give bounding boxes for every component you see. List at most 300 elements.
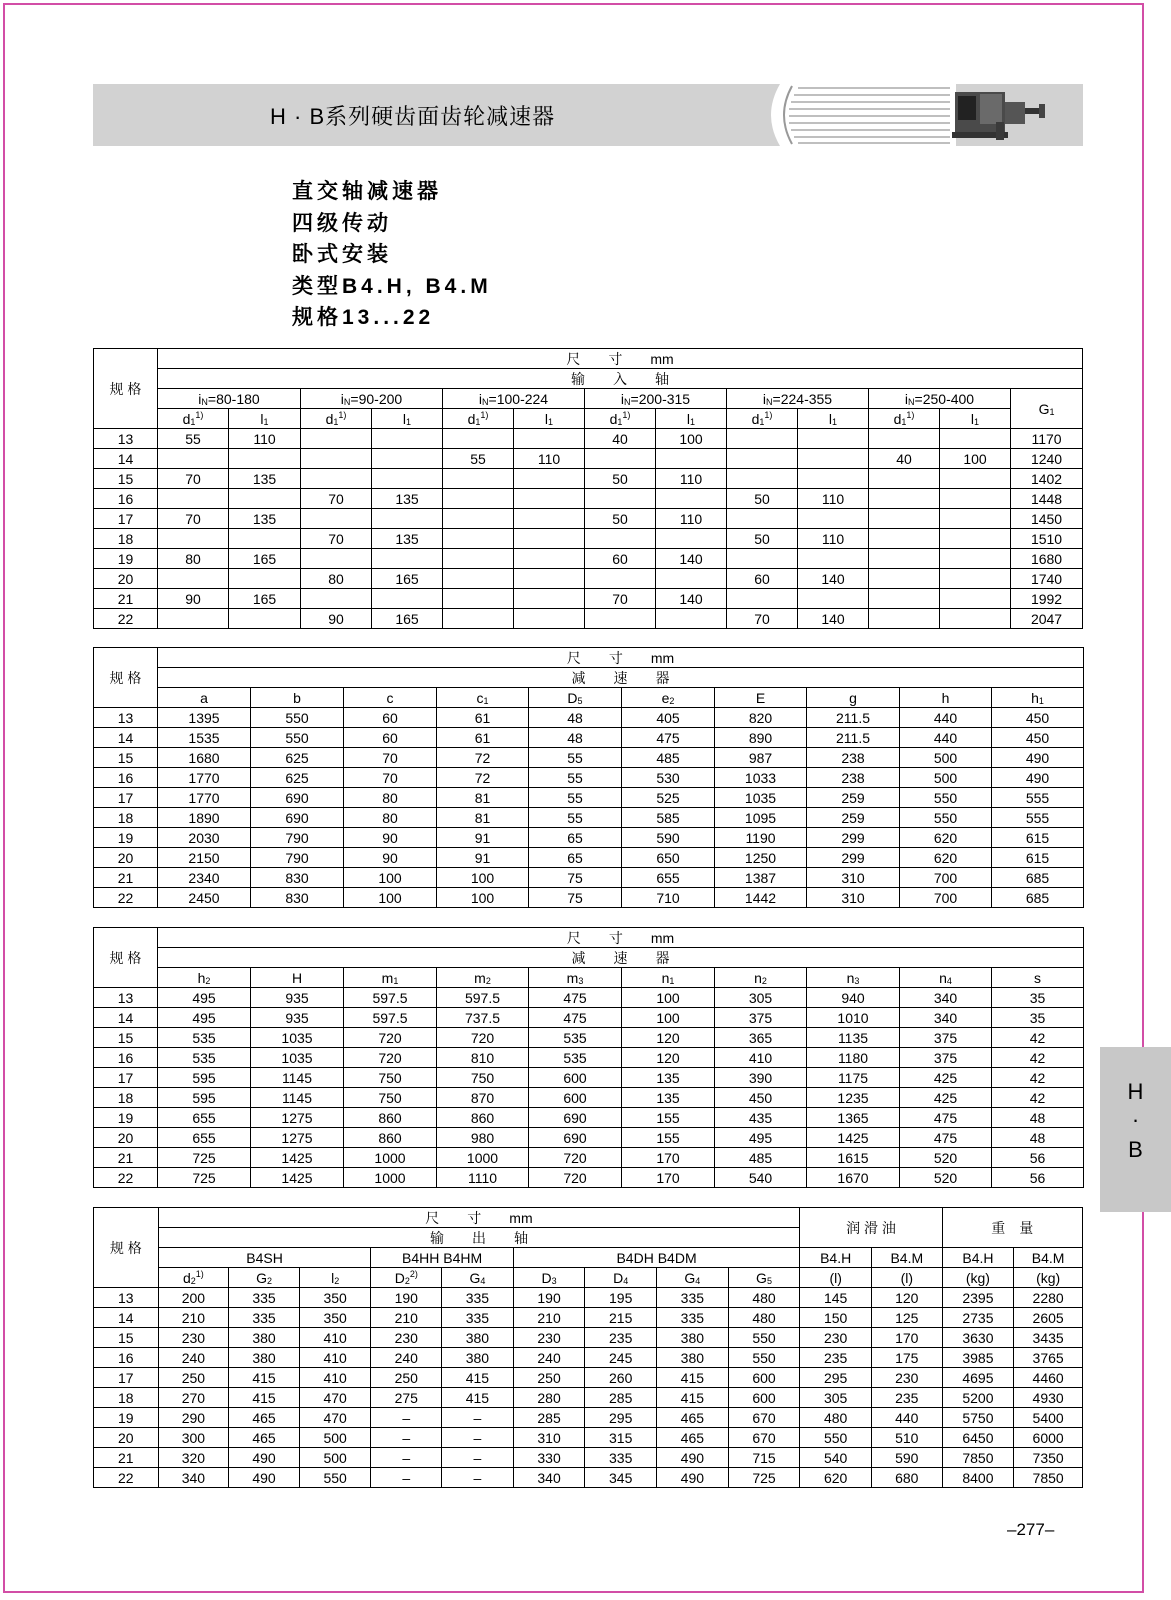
value-cell: 50 bbox=[727, 529, 798, 549]
value-cell: 235 bbox=[871, 1388, 942, 1408]
size-cell: 14 bbox=[94, 1308, 159, 1328]
value-cell: 100 bbox=[344, 868, 437, 888]
value-cell: 1240 bbox=[1011, 449, 1083, 469]
value-cell: 435 bbox=[715, 1108, 807, 1128]
column-header: $m_3$ bbox=[529, 968, 622, 988]
column-header: a bbox=[158, 688, 251, 708]
value-cell: 2395 bbox=[942, 1288, 1014, 1308]
value-cell: 70 bbox=[301, 489, 372, 509]
value-cell: 1035 bbox=[251, 1048, 344, 1068]
value-cell: 259 bbox=[807, 808, 900, 828]
value-cell: 7850 bbox=[942, 1448, 1014, 1468]
value-cell: 240 bbox=[371, 1348, 442, 1368]
table-row bbox=[94, 708, 1084, 728]
value-cell: 365 bbox=[715, 1028, 807, 1048]
size-cell: 21 bbox=[94, 589, 158, 609]
value-cell bbox=[727, 469, 798, 489]
value-cell: 310 bbox=[807, 888, 900, 908]
value-cell: 190 bbox=[371, 1288, 442, 1308]
size-cell: 17 bbox=[94, 788, 158, 808]
size-cell: 13 bbox=[94, 708, 158, 728]
value-cell bbox=[869, 549, 940, 569]
value-cell: 1510 bbox=[1011, 529, 1083, 549]
size-cell: 19 bbox=[94, 549, 158, 569]
value-cell bbox=[372, 449, 443, 469]
size-cell: 21 bbox=[94, 868, 158, 888]
value-cell: 550 bbox=[728, 1328, 800, 1348]
value-cell: 2030 bbox=[158, 828, 251, 848]
value-cell: 390 bbox=[715, 1068, 807, 1088]
value-cell bbox=[514, 609, 585, 629]
value-cell: 870 bbox=[437, 1088, 529, 1108]
value-cell: 1740 bbox=[1011, 569, 1083, 589]
value-cell: 5750 bbox=[942, 1408, 1014, 1428]
table-row bbox=[94, 589, 1083, 609]
value-cell: 860 bbox=[344, 1128, 437, 1148]
value-cell bbox=[443, 469, 514, 489]
ratio-group-header: $i_N=224-355$ bbox=[727, 389, 869, 409]
value-cell bbox=[940, 529, 1011, 549]
column-header: $D_2^{2)}$ bbox=[371, 1268, 442, 1288]
size-cell: 17 bbox=[94, 1368, 159, 1388]
value-cell: 295 bbox=[800, 1368, 872, 1388]
value-cell: 100 bbox=[940, 449, 1011, 469]
value-cell: 135 bbox=[229, 469, 301, 489]
value-cell bbox=[798, 449, 869, 469]
value-cell: 5200 bbox=[942, 1388, 1014, 1408]
value-cell bbox=[585, 529, 656, 549]
value-cell: 135 bbox=[622, 1068, 715, 1088]
value-cell: 335 bbox=[585, 1448, 657, 1468]
dims-header: 尺 寸 mm bbox=[158, 1208, 800, 1228]
value-cell: 440 bbox=[900, 728, 992, 748]
column-header: $c_1$ bbox=[437, 688, 529, 708]
value-cell: 55 bbox=[529, 788, 622, 808]
size-cell: 19 bbox=[94, 828, 158, 848]
value-cell: 140 bbox=[656, 589, 727, 609]
value-cell: 470 bbox=[299, 1408, 371, 1428]
value-cell bbox=[158, 569, 229, 589]
value-cell: 70 bbox=[344, 748, 437, 768]
value-cell: 940 bbox=[807, 988, 900, 1008]
value-cell: 299 bbox=[807, 828, 900, 848]
value-cell: 8400 bbox=[942, 1468, 1014, 1488]
value-cell: 335 bbox=[657, 1288, 729, 1308]
value-cell: 3435 bbox=[1014, 1328, 1083, 1348]
ratio-group-header: $i_N=90-200$ bbox=[301, 389, 443, 409]
value-cell: 475 bbox=[529, 988, 622, 1008]
value-cell: 90 bbox=[158, 589, 229, 609]
value-cell: 380 bbox=[657, 1348, 729, 1368]
value-cell: 75 bbox=[529, 868, 622, 888]
table-row bbox=[94, 1168, 1084, 1188]
value-cell: 710 bbox=[622, 888, 715, 908]
value-cell: 1402 bbox=[1011, 469, 1083, 489]
value-cell: 80 bbox=[158, 549, 229, 569]
size-cell: 18 bbox=[94, 529, 158, 549]
table-row bbox=[94, 1348, 1083, 1368]
value-cell: 55 bbox=[529, 808, 622, 828]
value-cell: 135 bbox=[372, 529, 443, 549]
value-cell: 195 bbox=[585, 1288, 657, 1308]
column-header: g bbox=[807, 688, 900, 708]
value-cell: 530 bbox=[622, 768, 715, 788]
value-cell: 830 bbox=[251, 888, 344, 908]
value-cell: 1395 bbox=[158, 708, 251, 728]
size-cell: 20 bbox=[94, 569, 158, 589]
value-cell: 597.5 bbox=[344, 988, 437, 1008]
value-cell: 170 bbox=[622, 1148, 715, 1168]
column-header: $m_2$ bbox=[437, 968, 529, 988]
value-cell bbox=[869, 469, 940, 489]
value-cell: 215 bbox=[585, 1308, 657, 1328]
table-row bbox=[94, 1368, 1083, 1388]
variant-group-header: B4.H bbox=[800, 1248, 872, 1268]
value-cell: 305 bbox=[800, 1388, 872, 1408]
weight-header: 重 量 bbox=[942, 1208, 1082, 1248]
size-cell: 18 bbox=[94, 808, 158, 828]
value-cell bbox=[514, 429, 585, 449]
product-description bbox=[292, 176, 492, 334]
value-cell: 48 bbox=[529, 728, 622, 748]
value-cell: 1365 bbox=[807, 1108, 900, 1128]
column-header: $n_2$ bbox=[715, 968, 807, 988]
value-cell: 1425 bbox=[251, 1168, 344, 1188]
value-cell: 585 bbox=[622, 808, 715, 828]
value-cell: 555 bbox=[992, 788, 1084, 808]
size-cell: 21 bbox=[94, 1448, 159, 1468]
value-cell: 475 bbox=[529, 1008, 622, 1028]
table-row bbox=[94, 808, 1084, 828]
value-cell: 210 bbox=[158, 1308, 229, 1328]
value-cell bbox=[869, 529, 940, 549]
value-cell bbox=[372, 589, 443, 609]
value-cell: 690 bbox=[529, 1108, 622, 1128]
value-cell: 1135 bbox=[807, 1028, 900, 1048]
value-cell: 140 bbox=[656, 549, 727, 569]
value-cell bbox=[443, 589, 514, 609]
size-cell: 13 bbox=[94, 1288, 159, 1308]
size-cell: 22 bbox=[94, 888, 158, 908]
value-cell bbox=[727, 449, 798, 469]
column-header: h bbox=[900, 688, 992, 708]
value-cell: 60 bbox=[344, 728, 437, 748]
value-cell bbox=[727, 509, 798, 529]
table-row bbox=[94, 888, 1084, 908]
side-tab-letter: B bbox=[1128, 1137, 1143, 1162]
size-cell: 21 bbox=[94, 1148, 158, 1168]
column-header: $G_4$ bbox=[657, 1268, 729, 1288]
table-row bbox=[94, 1308, 1083, 1328]
size-header: 规 格 bbox=[94, 648, 158, 708]
size-cell: 16 bbox=[94, 1348, 159, 1368]
value-cell: 500 bbox=[900, 748, 992, 768]
table-row bbox=[94, 1468, 1083, 1488]
value-cell: 655 bbox=[622, 868, 715, 888]
value-cell bbox=[229, 449, 301, 469]
value-cell: 230 bbox=[371, 1328, 442, 1348]
value-cell: 465 bbox=[657, 1408, 729, 1428]
value-cell bbox=[585, 569, 656, 589]
value-cell: 480 bbox=[800, 1408, 872, 1428]
value-cell: 1095 bbox=[715, 808, 807, 828]
value-cell: 550 bbox=[900, 788, 992, 808]
value-cell: 625 bbox=[251, 768, 344, 788]
value-cell: 140 bbox=[798, 569, 869, 589]
value-cell bbox=[443, 429, 514, 449]
subtitle-line: 直交轴减速器 bbox=[292, 180, 442, 203]
value-cell bbox=[301, 589, 372, 609]
value-cell: 830 bbox=[251, 868, 344, 888]
value-cell: 110 bbox=[656, 509, 727, 529]
size-cell: 15 bbox=[94, 1028, 158, 1048]
value-cell: 490 bbox=[657, 1448, 729, 1468]
value-cell bbox=[585, 609, 656, 629]
value-cell: 415 bbox=[657, 1368, 729, 1388]
value-cell: 80 bbox=[301, 569, 372, 589]
table-row bbox=[94, 489, 1083, 509]
value-cell: 465 bbox=[657, 1428, 729, 1448]
value-cell: 690 bbox=[529, 1128, 622, 1148]
value-cell: 100 bbox=[437, 868, 529, 888]
value-cell: 56 bbox=[992, 1168, 1084, 1188]
value-cell: 2450 bbox=[158, 888, 251, 908]
value-cell: 410 bbox=[715, 1048, 807, 1068]
value-cell: 120 bbox=[871, 1288, 942, 1308]
value-cell: 70 bbox=[727, 609, 798, 629]
value-cell: 340 bbox=[158, 1468, 229, 1488]
column-header: $l_2$ bbox=[299, 1268, 371, 1288]
value-cell: 230 bbox=[800, 1328, 872, 1348]
value-cell: 230 bbox=[513, 1328, 585, 1348]
size-cell: 13 bbox=[94, 429, 158, 449]
value-cell: 425 bbox=[900, 1068, 992, 1088]
table-row bbox=[94, 529, 1083, 549]
column-header: $G_2$ bbox=[229, 1268, 300, 1288]
value-cell: 345 bbox=[585, 1468, 657, 1488]
value-cell: 820 bbox=[715, 708, 807, 728]
table-row bbox=[94, 748, 1084, 768]
column-header: $D_3$ bbox=[513, 1268, 585, 1288]
table-row bbox=[94, 728, 1084, 748]
value-cell: 980 bbox=[437, 1128, 529, 1148]
value-cell bbox=[940, 509, 1011, 529]
value-cell: 60 bbox=[585, 549, 656, 569]
value-cell: 860 bbox=[437, 1108, 529, 1128]
value-cell: 90 bbox=[344, 848, 437, 868]
value-cell: 1145 bbox=[251, 1068, 344, 1088]
size-cell: 19 bbox=[94, 1408, 159, 1428]
value-cell: 75 bbox=[529, 888, 622, 908]
value-cell: 40 bbox=[869, 449, 940, 469]
column-header: (l) bbox=[871, 1268, 942, 1288]
value-cell: 1035 bbox=[715, 788, 807, 808]
output-shaft-table bbox=[93, 1207, 1083, 1488]
value-cell: 100 bbox=[622, 1008, 715, 1028]
value-cell: 330 bbox=[513, 1448, 585, 1468]
value-cell: 310 bbox=[807, 868, 900, 888]
value-cell: 135 bbox=[622, 1088, 715, 1108]
value-cell: 42 bbox=[992, 1028, 1084, 1048]
size-cell: 22 bbox=[94, 609, 158, 629]
value-cell: 890 bbox=[715, 728, 807, 748]
value-cell bbox=[158, 449, 229, 469]
value-cell: 3985 bbox=[942, 1348, 1014, 1368]
value-cell bbox=[514, 469, 585, 489]
value-cell bbox=[229, 609, 301, 629]
column-header: $n_1$ bbox=[622, 968, 715, 988]
value-cell: – bbox=[442, 1468, 514, 1488]
value-cell: 100 bbox=[344, 888, 437, 908]
value-cell: 540 bbox=[800, 1448, 872, 1468]
value-cell: 1442 bbox=[715, 888, 807, 908]
column-header: (kg) bbox=[1014, 1268, 1083, 1288]
value-cell bbox=[514, 489, 585, 509]
variant-group-header: B4DH B4DM bbox=[513, 1248, 800, 1268]
value-cell bbox=[229, 529, 301, 549]
table-row bbox=[94, 449, 1083, 469]
value-cell: 6450 bbox=[942, 1428, 1014, 1448]
value-cell: 1425 bbox=[807, 1128, 900, 1148]
value-cell: 525 bbox=[622, 788, 715, 808]
value-cell: 320 bbox=[158, 1448, 229, 1468]
value-cell: 685 bbox=[992, 868, 1084, 888]
value-cell bbox=[514, 589, 585, 609]
value-cell: 48 bbox=[992, 1128, 1084, 1148]
value-cell: 155 bbox=[622, 1108, 715, 1128]
value-cell: 440 bbox=[871, 1408, 942, 1428]
value-cell: – bbox=[442, 1408, 514, 1428]
value-cell: 720 bbox=[437, 1028, 529, 1048]
value-cell: 259 bbox=[807, 788, 900, 808]
value-cell bbox=[372, 429, 443, 449]
column-header: $h_2$ bbox=[158, 968, 251, 988]
value-cell: 48 bbox=[992, 1108, 1084, 1128]
value-cell: 1180 bbox=[807, 1048, 900, 1068]
value-cell: 620 bbox=[800, 1468, 872, 1488]
column-header: b bbox=[251, 688, 344, 708]
value-cell: 620 bbox=[900, 848, 992, 868]
value-cell: 595 bbox=[158, 1068, 251, 1088]
value-cell bbox=[727, 429, 798, 449]
value-cell: 6000 bbox=[1014, 1428, 1083, 1448]
value-cell: 495 bbox=[158, 1008, 251, 1028]
value-cell: 405 bbox=[622, 708, 715, 728]
dims-header: 尺 寸 mm bbox=[158, 349, 1083, 369]
column-header: $D_5$ bbox=[529, 688, 622, 708]
value-cell: 450 bbox=[992, 728, 1084, 748]
value-cell: 135 bbox=[229, 509, 301, 529]
value-cell: 670 bbox=[728, 1408, 800, 1428]
value-cell: 290 bbox=[158, 1408, 229, 1428]
page-number: –277– bbox=[1007, 1520, 1055, 1539]
value-cell bbox=[585, 489, 656, 509]
value-cell: 70 bbox=[585, 589, 656, 609]
value-cell: 375 bbox=[900, 1048, 992, 1068]
table-row bbox=[94, 1408, 1083, 1428]
value-cell bbox=[301, 549, 372, 569]
value-cell: 299 bbox=[807, 848, 900, 868]
value-cell: 1110 bbox=[437, 1168, 529, 1188]
value-cell bbox=[585, 449, 656, 469]
value-cell: 310 bbox=[513, 1428, 585, 1448]
value-cell: 165 bbox=[372, 569, 443, 589]
size-header: 规 格 bbox=[94, 928, 158, 988]
size-cell: 20 bbox=[94, 848, 158, 868]
input-shaft-table bbox=[93, 348, 1083, 629]
value-cell: 200 bbox=[158, 1288, 229, 1308]
ratio-group-header: $i_N=250-400$ bbox=[869, 389, 1011, 409]
value-cell bbox=[301, 509, 372, 529]
value-cell: 1275 bbox=[251, 1128, 344, 1148]
size-cell: 16 bbox=[94, 768, 158, 788]
value-cell: 340 bbox=[900, 988, 992, 1008]
size-header: 规 格 bbox=[94, 1208, 159, 1288]
value-cell: 500 bbox=[299, 1428, 371, 1448]
value-cell: 135 bbox=[372, 489, 443, 509]
value-cell: 230 bbox=[871, 1368, 942, 1388]
value-cell: 55 bbox=[529, 768, 622, 788]
value-cell: 725 bbox=[728, 1468, 800, 1488]
size-cell: 13 bbox=[94, 988, 158, 1008]
value-cell: 425 bbox=[900, 1088, 992, 1108]
value-cell: – bbox=[442, 1448, 514, 1468]
value-cell: 1535 bbox=[158, 728, 251, 748]
value-cell: 350 bbox=[299, 1308, 371, 1328]
table-row bbox=[94, 1028, 1084, 1048]
value-cell: 720 bbox=[529, 1168, 622, 1188]
value-cell: 280 bbox=[513, 1388, 585, 1408]
table-row bbox=[94, 1148, 1084, 1168]
column-header: $l_1$ bbox=[656, 409, 727, 429]
input-shaft-header: 输 入 轴 bbox=[158, 369, 1083, 389]
table-row bbox=[94, 429, 1083, 449]
table-row bbox=[94, 1328, 1083, 1348]
table-row bbox=[94, 569, 1083, 589]
value-cell: 2150 bbox=[158, 848, 251, 868]
value-cell: 935 bbox=[251, 1008, 344, 1028]
value-cell: 80 bbox=[344, 808, 437, 828]
value-cell: 620 bbox=[900, 828, 992, 848]
table-row bbox=[94, 1048, 1084, 1068]
value-cell: 5400 bbox=[1014, 1408, 1083, 1428]
size-cell: 17 bbox=[94, 1068, 158, 1088]
value-cell: 340 bbox=[900, 1008, 992, 1028]
value-cell: 595 bbox=[158, 1088, 251, 1108]
value-cell: 140 bbox=[798, 609, 869, 629]
value-cell: 410 bbox=[299, 1348, 371, 1368]
value-cell: 170 bbox=[622, 1168, 715, 1188]
size-cell: 22 bbox=[94, 1468, 159, 1488]
value-cell: 1000 bbox=[344, 1148, 437, 1168]
size-cell: 15 bbox=[94, 748, 158, 768]
value-cell: 42 bbox=[992, 1088, 1084, 1108]
value-cell: 550 bbox=[251, 708, 344, 728]
value-cell: 550 bbox=[251, 728, 344, 748]
value-cell: 375 bbox=[900, 1028, 992, 1048]
value-cell: 500 bbox=[299, 1448, 371, 1468]
column-header: (l) bbox=[800, 1268, 872, 1288]
value-cell bbox=[301, 449, 372, 469]
value-cell: 65 bbox=[529, 828, 622, 848]
section-side-tab bbox=[1100, 1047, 1171, 1212]
table-row bbox=[94, 1128, 1084, 1148]
reducer-header: 减 速 器 bbox=[158, 948, 1084, 968]
value-cell: 625 bbox=[251, 748, 344, 768]
value-cell: 100 bbox=[437, 888, 529, 908]
value-cell: 750 bbox=[437, 1068, 529, 1088]
value-cell: 790 bbox=[251, 848, 344, 868]
